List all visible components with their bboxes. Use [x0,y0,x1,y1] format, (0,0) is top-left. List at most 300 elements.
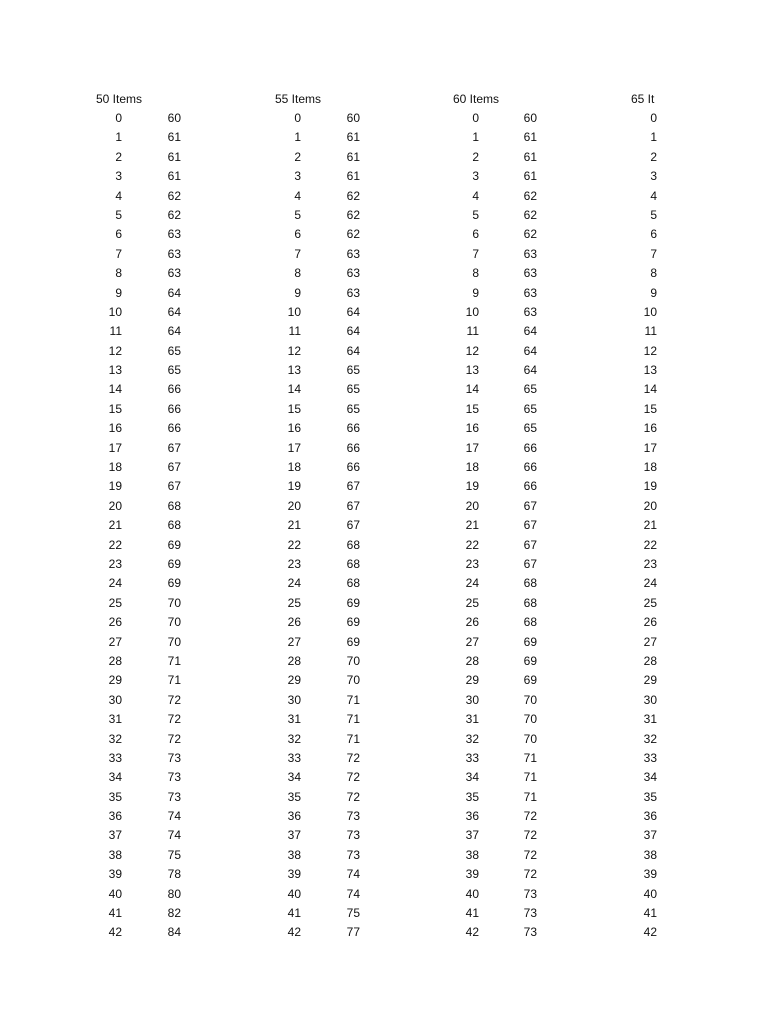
raw-score-cell: 23 [465,556,479,571]
grade-cell: 62 [346,188,360,203]
raw-score-cell: 41 [465,906,479,921]
raw-score-cell: 20 [465,498,479,513]
raw-score-cell: 13 [287,363,301,378]
raw-score-cell: 40 [287,886,301,901]
raw-score-cell: 21 [108,518,122,533]
raw-score-cell: 11 [288,324,301,339]
raw-score-cell: 5 [115,207,122,222]
grade-cell: 68 [523,615,537,630]
raw-score-cell: 3 [294,169,301,184]
grade-cell: 65 [523,401,537,416]
raw-score-cell: 1 [294,130,301,145]
raw-score-cell: 30 [643,692,657,707]
raw-score-cell: 15 [465,401,479,416]
grade-cell: 66 [167,421,181,436]
grade-cell: 72 [346,770,360,785]
raw-score-cell: 27 [465,634,479,649]
raw-score-cell: 26 [108,615,122,630]
raw-score-cell: 25 [643,595,657,610]
raw-score-cell: 7 [115,246,122,261]
raw-score-cell: 14 [465,382,479,397]
raw-score-cell: 42 [643,925,657,940]
raw-score-cell: 36 [108,809,122,824]
raw-score-cell: 19 [643,479,657,494]
raw-score-cell: 30 [465,692,479,707]
raw-score-cell: 5 [650,207,657,222]
grade-cell: 62 [346,207,360,222]
grade-cell: 68 [346,537,360,552]
grade-cell: 64 [167,285,181,300]
raw-score-cell: 15 [287,401,301,416]
grade-cell: 72 [346,789,360,804]
grade-cell: 65 [346,401,360,416]
raw-score-cell: 39 [108,867,122,882]
raw-score-cell: 31 [643,712,657,727]
raw-score-cell: 40 [643,886,657,901]
grade-cell: 74 [167,828,181,843]
grade-cell: 74 [346,886,360,901]
raw-score-cell: 0 [472,111,479,125]
raw-score-cell: 1 [115,130,122,145]
grade-cell: 72 [523,847,537,862]
raw-score-cell: 33 [465,750,479,765]
raw-score-cell: 23 [108,556,122,571]
raw-score-cell: 26 [287,615,301,630]
raw-score-cell: 0 [294,111,301,125]
grade-cell: 68 [167,498,181,513]
grade-cell: 68 [167,518,181,533]
grade-cell: 68 [346,576,360,591]
grade-cell: 72 [167,731,181,746]
raw-score-cell: 12 [643,343,657,358]
raw-score-cell: 15 [108,401,122,416]
grade-cell: 65 [523,421,537,436]
raw-score-cell: 20 [643,498,657,513]
grade-cell: 63 [523,304,537,319]
raw-score-cell: 6 [115,227,122,242]
raw-score-cell: 33 [287,750,301,765]
raw-score-cell: 24 [465,576,479,591]
grade-cell: 73 [523,906,537,921]
raw-score-cell: 33 [108,750,122,765]
grade-cell: 68 [523,595,537,610]
raw-score-cell: 37 [465,828,479,843]
grade-cell: 64 [346,324,360,339]
grade-cell: 67 [167,460,181,475]
raw-score-cell: 29 [465,673,479,688]
raw-score-cell: 20 [108,498,122,513]
grade-cell: 62 [167,188,181,203]
raw-score-cell: 18 [287,460,301,475]
raw-score-cell: 42 [108,925,122,940]
grade-cell: 71 [523,789,537,804]
grade-cell: 70 [523,712,537,727]
raw-score-cell: 38 [287,847,301,862]
raw-score-cell: 40 [108,886,122,901]
raw-score-cell: 7 [294,246,301,261]
grade-cell: 63 [523,246,537,261]
raw-score-cell: 19 [287,479,301,494]
raw-score-cell: 35 [108,789,122,804]
raw-score-cell: 29 [108,673,122,688]
grade-cell: 82 [167,906,181,921]
grade-cell: 67 [523,498,537,513]
raw-score-cell: 16 [287,421,301,436]
group-header: 50 Items [96,92,143,106]
raw-score-cell: 1 [650,130,657,145]
raw-score-cell: 18 [643,460,657,475]
grade-cell: 61 [346,169,360,184]
grade-cell: 78 [167,867,181,882]
grade-cell: 63 [523,266,537,281]
raw-score-cell: 19 [108,479,122,494]
raw-score-cell: 22 [465,537,479,552]
grade-cell: 66 [346,440,360,455]
grade-cell: 75 [167,847,181,862]
grade-cell: 62 [523,207,537,222]
grade-cell: 73 [346,809,360,824]
grade-cell: 68 [346,556,360,571]
raw-score-cell: 31 [465,712,479,727]
grade-cell: 71 [523,750,537,765]
grade-cell: 64 [523,324,537,339]
grade-cell: 62 [523,188,537,203]
raw-score-cell: 4 [472,188,479,203]
raw-score-cell: 32 [643,731,657,746]
grade-cell: 65 [346,363,360,378]
grade-cell: 63 [167,246,181,261]
grade-cell: 77 [346,925,360,940]
grade-cell: 61 [167,130,181,145]
grade-cell: 64 [167,304,181,319]
raw-score-cell: 12 [287,343,301,358]
grade-cell: 71 [167,673,181,688]
grade-cell: 71 [346,712,360,727]
raw-score-cell: 24 [643,576,657,591]
raw-score-cell: 24 [287,576,301,591]
raw-score-cell: 35 [643,789,657,804]
grade-cell: 69 [346,634,360,649]
raw-score-cell: 20 [287,498,301,513]
grade-cell: 67 [167,479,181,494]
raw-score-cell: 4 [294,188,301,203]
raw-score-cell: 10 [108,304,122,319]
grade-cell: 67 [346,498,360,513]
raw-score-cell: 27 [108,634,122,649]
grade-cell: 61 [523,149,537,164]
grade-cell: 67 [523,518,537,533]
raw-score-cell: 8 [115,266,122,281]
raw-score-cell: 10 [287,304,301,319]
raw-score-cell: 17 [465,440,479,455]
raw-score-cell: 2 [115,149,122,164]
grade-cell: 64 [346,343,360,358]
grade-cell: 66 [523,440,537,455]
grade-cell: 69 [167,576,181,591]
grade-cell: 73 [523,886,537,901]
raw-score-cell: 7 [472,246,479,261]
raw-score-cell: 35 [465,789,479,804]
grade-cell: 74 [167,809,181,824]
raw-score-cell: 29 [643,673,657,688]
grade-cell: 63 [346,246,360,261]
raw-score-cell: 28 [465,653,479,668]
raw-score-cell: 3 [650,169,657,184]
grade-cell: 69 [346,595,360,610]
raw-score-cell: 12 [108,343,122,358]
grade-cell: 75 [346,906,360,921]
grade-cell: 70 [167,615,181,630]
raw-score-cell: 32 [108,731,122,746]
grade-cell: 62 [523,227,537,242]
raw-score-cell: 21 [643,518,657,533]
grade-cell: 84 [167,925,181,940]
raw-score-cell: 9 [294,285,301,300]
raw-score-cell: 4 [650,188,657,203]
raw-score-cell: 22 [287,537,301,552]
grade-cell: 72 [523,828,537,843]
raw-score-cell: 6 [472,227,479,242]
grade-cell: 66 [346,421,360,436]
raw-score-cell: 16 [465,421,479,436]
raw-score-cell: 37 [287,828,301,843]
grade-cell: 64 [523,363,537,378]
raw-score-cell: 5 [472,207,479,222]
raw-score-cell: 13 [108,363,122,378]
grade-cell: 73 [167,789,181,804]
grade-cell: 60 [523,111,537,125]
grade-cell: 73 [346,847,360,862]
raw-score-cell: 9 [115,285,122,300]
grade-cell: 69 [346,615,360,630]
grade-cell: 66 [523,479,537,494]
grade-cell: 65 [346,382,360,397]
grade-cell: 63 [346,266,360,281]
raw-score-cell: 36 [465,809,479,824]
raw-score-cell: 34 [287,770,301,785]
raw-score-cell: 6 [294,227,301,242]
grade-cell: 66 [167,401,181,416]
raw-score-cell: 34 [465,770,479,785]
raw-score-cell: 1 [472,130,479,145]
grade-cell: 64 [167,324,181,339]
raw-score-cell: 22 [108,537,122,552]
raw-score-cell: 39 [465,867,479,882]
raw-score-cell: 21 [465,518,479,533]
grade-cell: 69 [523,634,537,649]
raw-score-cell: 7 [650,246,657,261]
raw-score-cell: 28 [643,653,657,668]
raw-score-cell: 2 [472,149,479,164]
raw-score-cell: 14 [108,382,122,397]
raw-score-cell: 17 [643,440,657,455]
raw-score-cell: 26 [643,615,657,630]
grade-cell: 66 [167,382,181,397]
raw-score-cell: 32 [287,731,301,746]
grade-cell: 72 [167,712,181,727]
raw-score-cell: 37 [643,828,657,843]
grade-cell: 65 [167,343,181,358]
grade-cell: 73 [167,750,181,765]
raw-score-cell: 15 [643,401,657,416]
raw-score-cell: 33 [643,750,657,765]
grade-cell: 66 [523,460,537,475]
grade-cell: 61 [346,149,360,164]
raw-score-cell: 28 [287,653,301,668]
grade-cell: 71 [346,731,360,746]
grade-cell: 67 [346,479,360,494]
raw-score-cell: 17 [108,440,122,455]
raw-score-cell: 14 [643,382,657,397]
raw-score-cell: 14 [287,382,301,397]
raw-score-cell: 16 [643,421,657,436]
grade-cell: 73 [523,925,537,940]
raw-score-cell: 38 [465,847,479,862]
grade-cell: 69 [167,537,181,552]
raw-score-cell: 8 [650,266,657,281]
raw-score-cell: 11 [109,324,122,339]
grade-cell: 70 [167,634,181,649]
raw-score-cell: 22 [643,537,657,552]
grade-cell: 71 [167,653,181,668]
raw-score-cell: 41 [643,906,657,921]
raw-score-cell: 25 [108,595,122,610]
grade-cell: 67 [523,556,537,571]
raw-score-cell: 2 [650,149,657,164]
raw-score-cell: 25 [287,595,301,610]
raw-score-cell: 38 [108,847,122,862]
grade-cell: 61 [167,169,181,184]
raw-score-cell: 39 [643,867,657,882]
raw-score-cell: 11 [466,324,479,339]
raw-score-cell: 31 [287,712,301,727]
raw-score-cell: 27 [287,634,301,649]
grade-cell: 72 [523,867,537,882]
raw-score-cell: 3 [115,169,122,184]
raw-score-cell: 42 [465,925,479,940]
raw-score-cell: 24 [108,576,122,591]
raw-score-cell: 28 [108,653,122,668]
grade-cell: 63 [167,227,181,242]
raw-score-cell: 42 [287,925,301,940]
grade-cell: 62 [346,227,360,242]
grade-cell: 71 [346,692,360,707]
raw-score-cell: 39 [287,867,301,882]
raw-score-cell: 23 [643,556,657,571]
raw-score-cell: 4 [115,188,122,203]
grade-cell: 80 [167,886,181,901]
grade-cell: 69 [523,673,537,688]
grade-cell: 65 [167,363,181,378]
raw-score-cell: 30 [108,692,122,707]
raw-score-cell: 18 [108,460,122,475]
grade-cell: 67 [167,440,181,455]
raw-score-cell: 36 [643,809,657,824]
raw-score-cell: 9 [472,285,479,300]
raw-score-cell: 41 [287,906,301,921]
raw-score-cell: 34 [643,770,657,785]
grade-cell: 74 [346,867,360,882]
grade-cell: 61 [523,130,537,145]
raw-score-cell: 32 [465,731,479,746]
raw-score-cell: 36 [287,809,301,824]
raw-score-cell: 37 [108,828,122,843]
grade-cell: 73 [167,770,181,785]
raw-score-cell: 3 [472,169,479,184]
raw-score-cell: 26 [465,615,479,630]
raw-score-cell: 13 [465,363,479,378]
raw-score-cell: 5 [294,207,301,222]
raw-score-cell: 25 [465,595,479,610]
raw-score-cell: 31 [108,712,122,727]
raw-score-cell: 27 [643,634,657,649]
raw-score-cell: 35 [287,789,301,804]
raw-score-cell: 6 [650,227,657,242]
raw-score-cell: 17 [287,440,301,455]
raw-score-cell: 10 [643,304,657,319]
raw-score-cell: 18 [465,460,479,475]
raw-score-cell: 23 [287,556,301,571]
grade-cell: 64 [523,343,537,358]
grade-cell: 70 [346,653,360,668]
grade-cell: 73 [346,828,360,843]
grade-cell: 61 [523,169,537,184]
grade-cell: 66 [346,460,360,475]
grade-cell: 65 [523,382,537,397]
raw-score-cell: 13 [643,363,657,378]
grade-cell: 60 [167,111,181,125]
grade-cell: 62 [167,207,181,222]
grade-cell: 60 [346,111,360,125]
raw-score-cell: 11 [644,324,657,339]
grade-cell: 67 [346,518,360,533]
grade-cell: 61 [346,130,360,145]
raw-score-cell: 41 [108,906,122,921]
grade-cell: 63 [523,285,537,300]
group-header: 55 Items [275,92,322,106]
grade-cell: 71 [523,770,537,785]
grade-cell: 70 [523,692,537,707]
grade-cell: 69 [523,653,537,668]
raw-score-cell: 12 [465,343,479,358]
raw-score-cell: 8 [294,266,301,281]
grade-cell: 61 [167,149,181,164]
grade-cell: 70 [346,673,360,688]
raw-score-cell: 34 [108,770,122,785]
raw-score-cell: 2 [294,149,301,164]
raw-score-cell: 40 [465,886,479,901]
grade-cell: 63 [167,266,181,281]
grade-cell: 70 [167,595,181,610]
grade-cell: 69 [167,556,181,571]
group-header: 60 Items [453,92,500,106]
raw-score-cell: 21 [287,518,301,533]
raw-score-cell: 9 [650,285,657,300]
raw-score-cell: 19 [465,479,479,494]
grade-cell: 63 [346,285,360,300]
grade-cell: 72 [167,692,181,707]
grade-cell: 68 [523,576,537,591]
grade-cell: 64 [346,304,360,319]
raw-score-cell: 8 [472,266,479,281]
raw-score-cell: 10 [465,304,479,319]
raw-score-cell: 30 [287,692,301,707]
raw-score-cell: 16 [108,421,122,436]
raw-score-cell: 38 [643,847,657,862]
raw-score-cell: 0 [650,111,657,125]
grade-cell: 72 [346,750,360,765]
grade-cell: 72 [523,809,537,824]
